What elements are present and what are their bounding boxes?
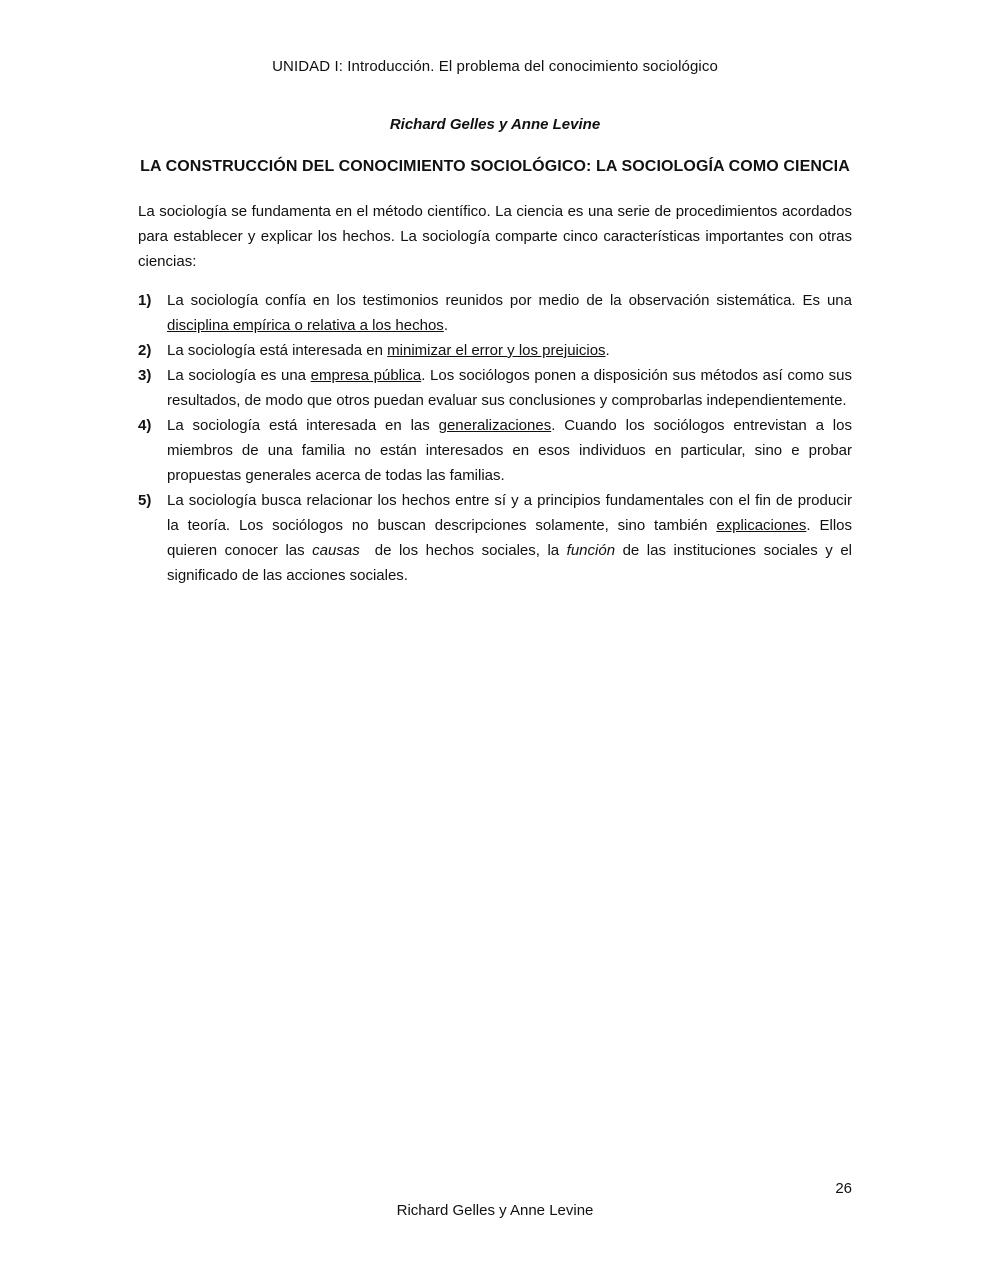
characteristics-list <box>138 288 852 588</box>
list-item-text: . Ellos quieren conocer las <box>167 517 852 559</box>
underlined-term: generalizaciones <box>438 417 552 434</box>
document-body <box>138 199 852 588</box>
list-item-number: 1) <box>138 292 152 309</box>
list-item <box>138 413 852 488</box>
list-item-text: La sociología está interesada en <box>167 342 388 359</box>
list-item-text: La sociología es una <box>167 367 311 384</box>
running-header: UNIDAD I: Introducción. El problema del conocimiento sociológico <box>272 58 718 75</box>
list-item-text: La sociología confía en los testimonios reunidos por medio de la observación sistemática. Es una <box>167 292 852 309</box>
list-item-number: 2) <box>138 342 152 359</box>
intro-paragraph: La sociología se fundamenta en el método científico. La ciencia es una serie de procedimientos acordados para establecer y explicar los hechos. La sociología comparte cinco características importantes con otras ciencias: <box>138 203 852 270</box>
page-number: 26 <box>835 1180 852 1197</box>
italic-term: causas <box>312 542 360 559</box>
running-footer: Richard Gelles y Anne Levine <box>396 1202 594 1219</box>
underlined-term: minimizar el error y los prejuicios <box>387 342 606 359</box>
list-item <box>138 363 852 413</box>
document-title: LA CONSTRUCCIÓN DEL CONOCIMIENTO SOCIOLÓGICO: LA SOCIOLOGÍA COMO CIENCIA <box>140 158 850 175</box>
list-item-text: . Cuando los sociólogos entrevistan a los miembros de una familia no están interesados en esos individuos en particular, sino e probar propuestas generales acerca de todas las familias. <box>167 417 852 484</box>
list-item-text: . <box>605 342 610 359</box>
italic-term: función <box>566 542 616 559</box>
list-item <box>138 288 852 338</box>
list-item-number: 3) <box>138 367 152 384</box>
list-item <box>138 488 852 588</box>
list-item-text: La sociología busca relacionar los hechos entre sí y a principios fundamentales con el fin de producir la teoría. Los sociólogos no buscan descripciones solamente, sino también <box>167 492 852 534</box>
underlined-term: disciplina empírica o relativa a los hechos <box>167 317 444 334</box>
list-item-text: de los hechos sociales, la <box>359 542 567 559</box>
list-item-text: . Los sociólogos ponen a disposición sus métodos así como sus resultados, de modo que otros puedan evaluar sus conclusiones y comprobarlas independientemente. <box>167 367 852 409</box>
list-item <box>138 338 852 363</box>
list-item-number: 5) <box>138 492 152 509</box>
list-item-text: La sociología está interesada en las <box>167 417 439 434</box>
underlined-term: explicaciones <box>716 517 807 534</box>
author-byline: Richard Gelles y Anne Levine <box>389 116 601 133</box>
list-item-text: de las instituciones sociales y el significado de las acciones sociales. <box>167 542 852 584</box>
underlined-term: empresa pública <box>310 367 422 384</box>
list-item-text: . <box>443 317 448 334</box>
list-item-number: 4) <box>138 417 152 434</box>
